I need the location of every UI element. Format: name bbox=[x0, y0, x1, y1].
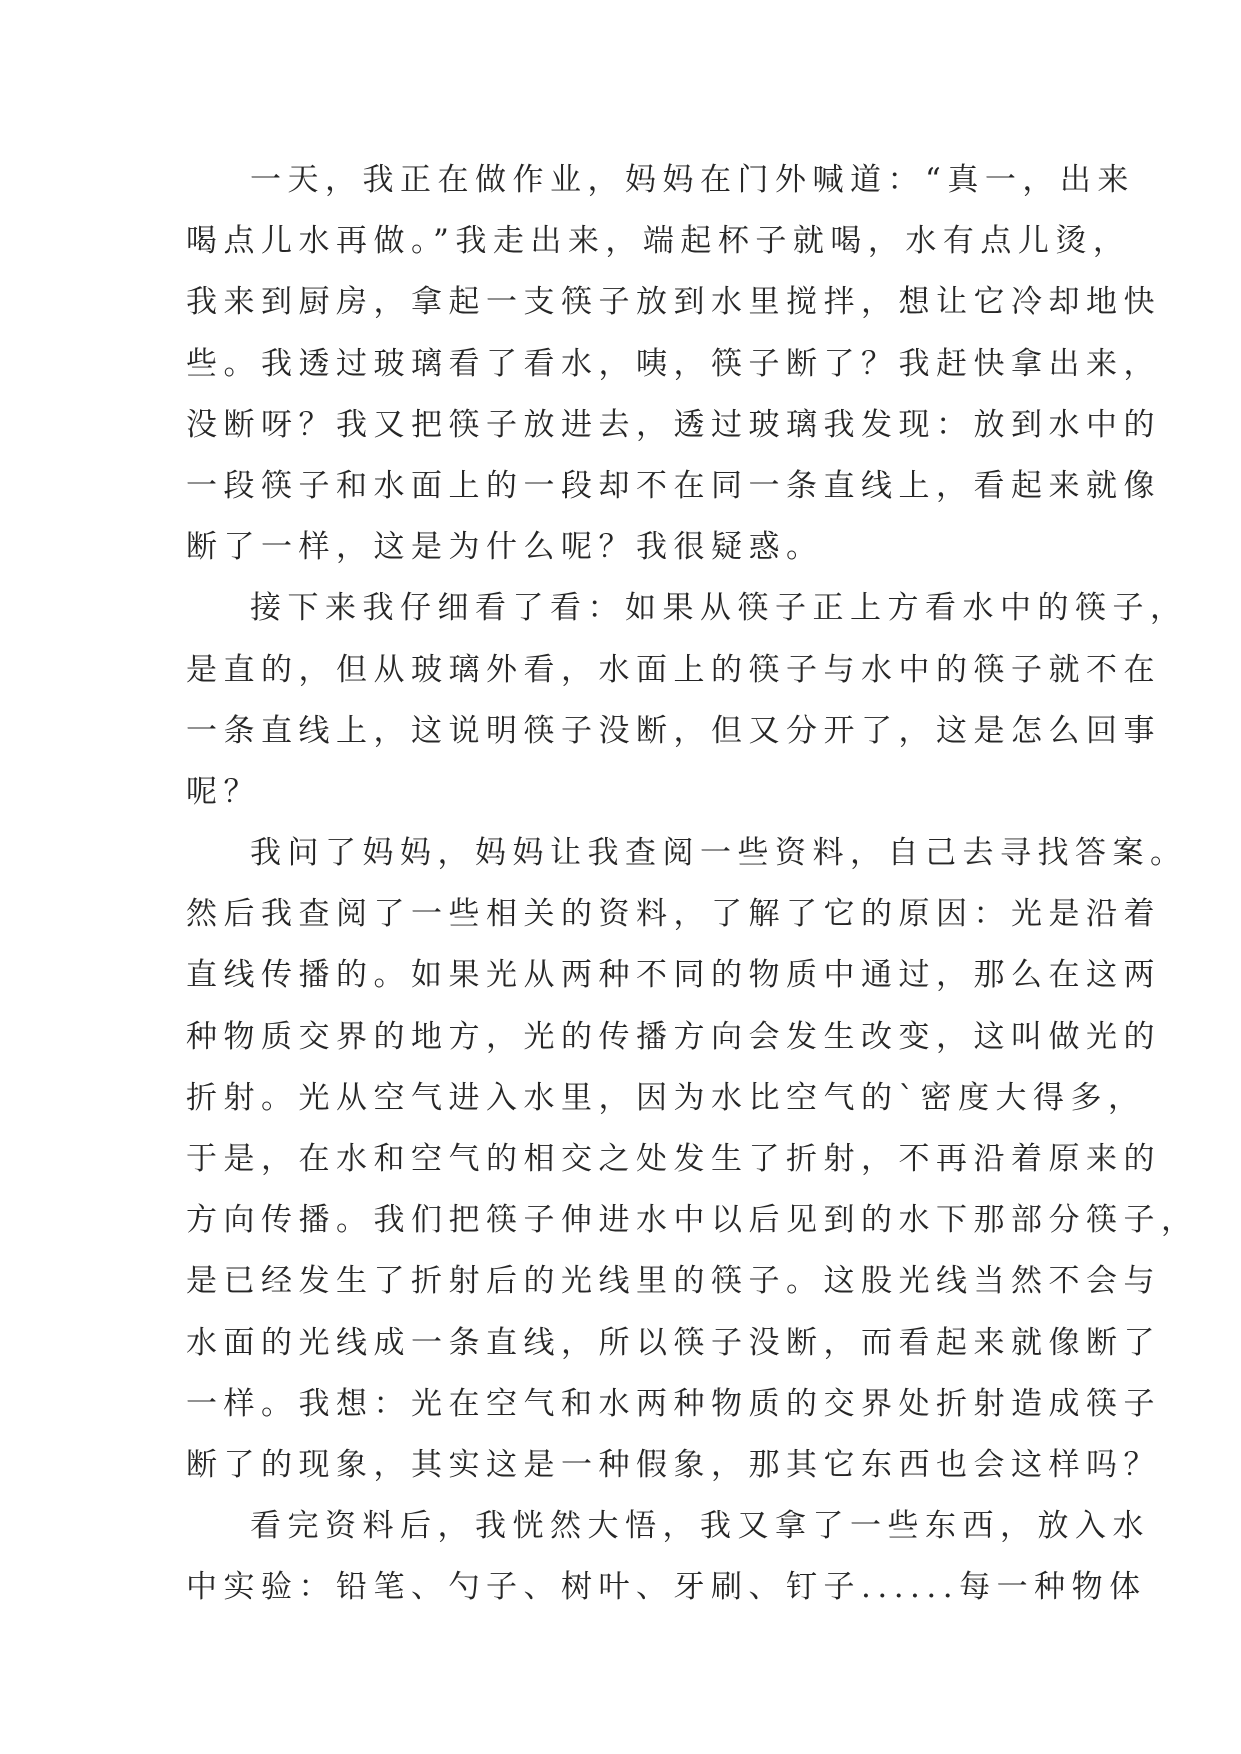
paragraph-4-line-2: 中实验：铅笔、勺子、树叶、牙刷、钉子......每一种物体 bbox=[186, 1569, 1147, 1606]
paragraph-2-line-2: 是直的，但从玻璃外看，水面上的筷子与水中的筷子就不在 bbox=[186, 651, 1161, 688]
paragraph-2-line-4: 呢？ bbox=[186, 773, 261, 810]
paragraph-1-line-2: 喝点儿水再做。”我走出来，端起杯子就喝，水有点儿烫， bbox=[186, 223, 1131, 260]
paragraph-3-line-9: 水面的光线成一条直线，所以筷子没断，而看起来就像断了 bbox=[186, 1324, 1161, 1361]
paragraph-3-line-2: 然后我查阅了一些相关的资料，了解了它的原因：光是沿着 bbox=[186, 896, 1161, 933]
paragraph-3-line-1: 我问了妈妈，妈妈让我查阅一些资料，自己去寻找答案。 bbox=[250, 835, 1188, 872]
paragraph-3-line-7: 方向传播。我们把筷子伸进水中以后见到的水下那部分筷子， bbox=[186, 1202, 1199, 1239]
paragraph-3-line-8: 是已经发生了折射后的光线里的筷子。这股光线当然不会与 bbox=[186, 1263, 1161, 1300]
body-text bbox=[186, 150, 1199, 1619]
paragraph-1-line-1: 一天，我正在做作业，妈妈在门外喊道：“真一，出来 bbox=[250, 162, 1135, 198]
paragraph-2-line-1: 接下来我仔细看了看：如果从筷子正上方看水中的筷子， bbox=[250, 590, 1188, 627]
paragraph-3-line-10: 一样。我想：光在空气和水两种物质的交界处折射造成筷子 bbox=[186, 1385, 1161, 1422]
paragraph-1-line-6: 一段筷子和水面上的一段却不在同一条直线上，看起来就像 bbox=[186, 467, 1161, 504]
paragraph-3-line-6: 于是，在水和空气的相交之处发生了折射，不再沿着原来的 bbox=[186, 1141, 1161, 1177]
paragraph-1-line-4: 些。我透过玻璃看了看水，咦，筷子断了？我赶快拿出来， bbox=[186, 345, 1161, 382]
paragraph-1-line-5: 没断呀？我又把筷子放进去，透过玻璃我发现：放到水中的 bbox=[186, 406, 1161, 443]
paragraph-3-line-11: 断了的现象，其实这是一种假象，那其它东西也会这样吗？ bbox=[186, 1446, 1161, 1483]
paragraph-3-line-4: 种物质交界的地方，光的传播方向会发生改变，这叫做光的 bbox=[186, 1018, 1161, 1055]
paragraph-4-line-1: 看完资料后，我恍然大悟，我又拿了一些东西，放入水 bbox=[250, 1508, 1150, 1545]
paragraph-3-line-5: 折射。光从空气进入水里，因为水比空气的`密度大得多， bbox=[186, 1079, 1146, 1116]
paragraph-1-line-3: 我来到厨房，拿起一支筷子放到水里搅拌，想让它冷却地快 bbox=[186, 284, 1161, 321]
paragraph-3-line-3: 直线传播的。如果光从两种不同的物质中通过，那么在这两 bbox=[186, 957, 1161, 994]
paragraph-2-line-3: 一条直线上，这说明筷子没断，但又分开了，这是怎么回事 bbox=[186, 712, 1161, 749]
paragraph-1-line-7: 断了一样，这是为什么呢？我很疑惑。 bbox=[186, 529, 824, 566]
